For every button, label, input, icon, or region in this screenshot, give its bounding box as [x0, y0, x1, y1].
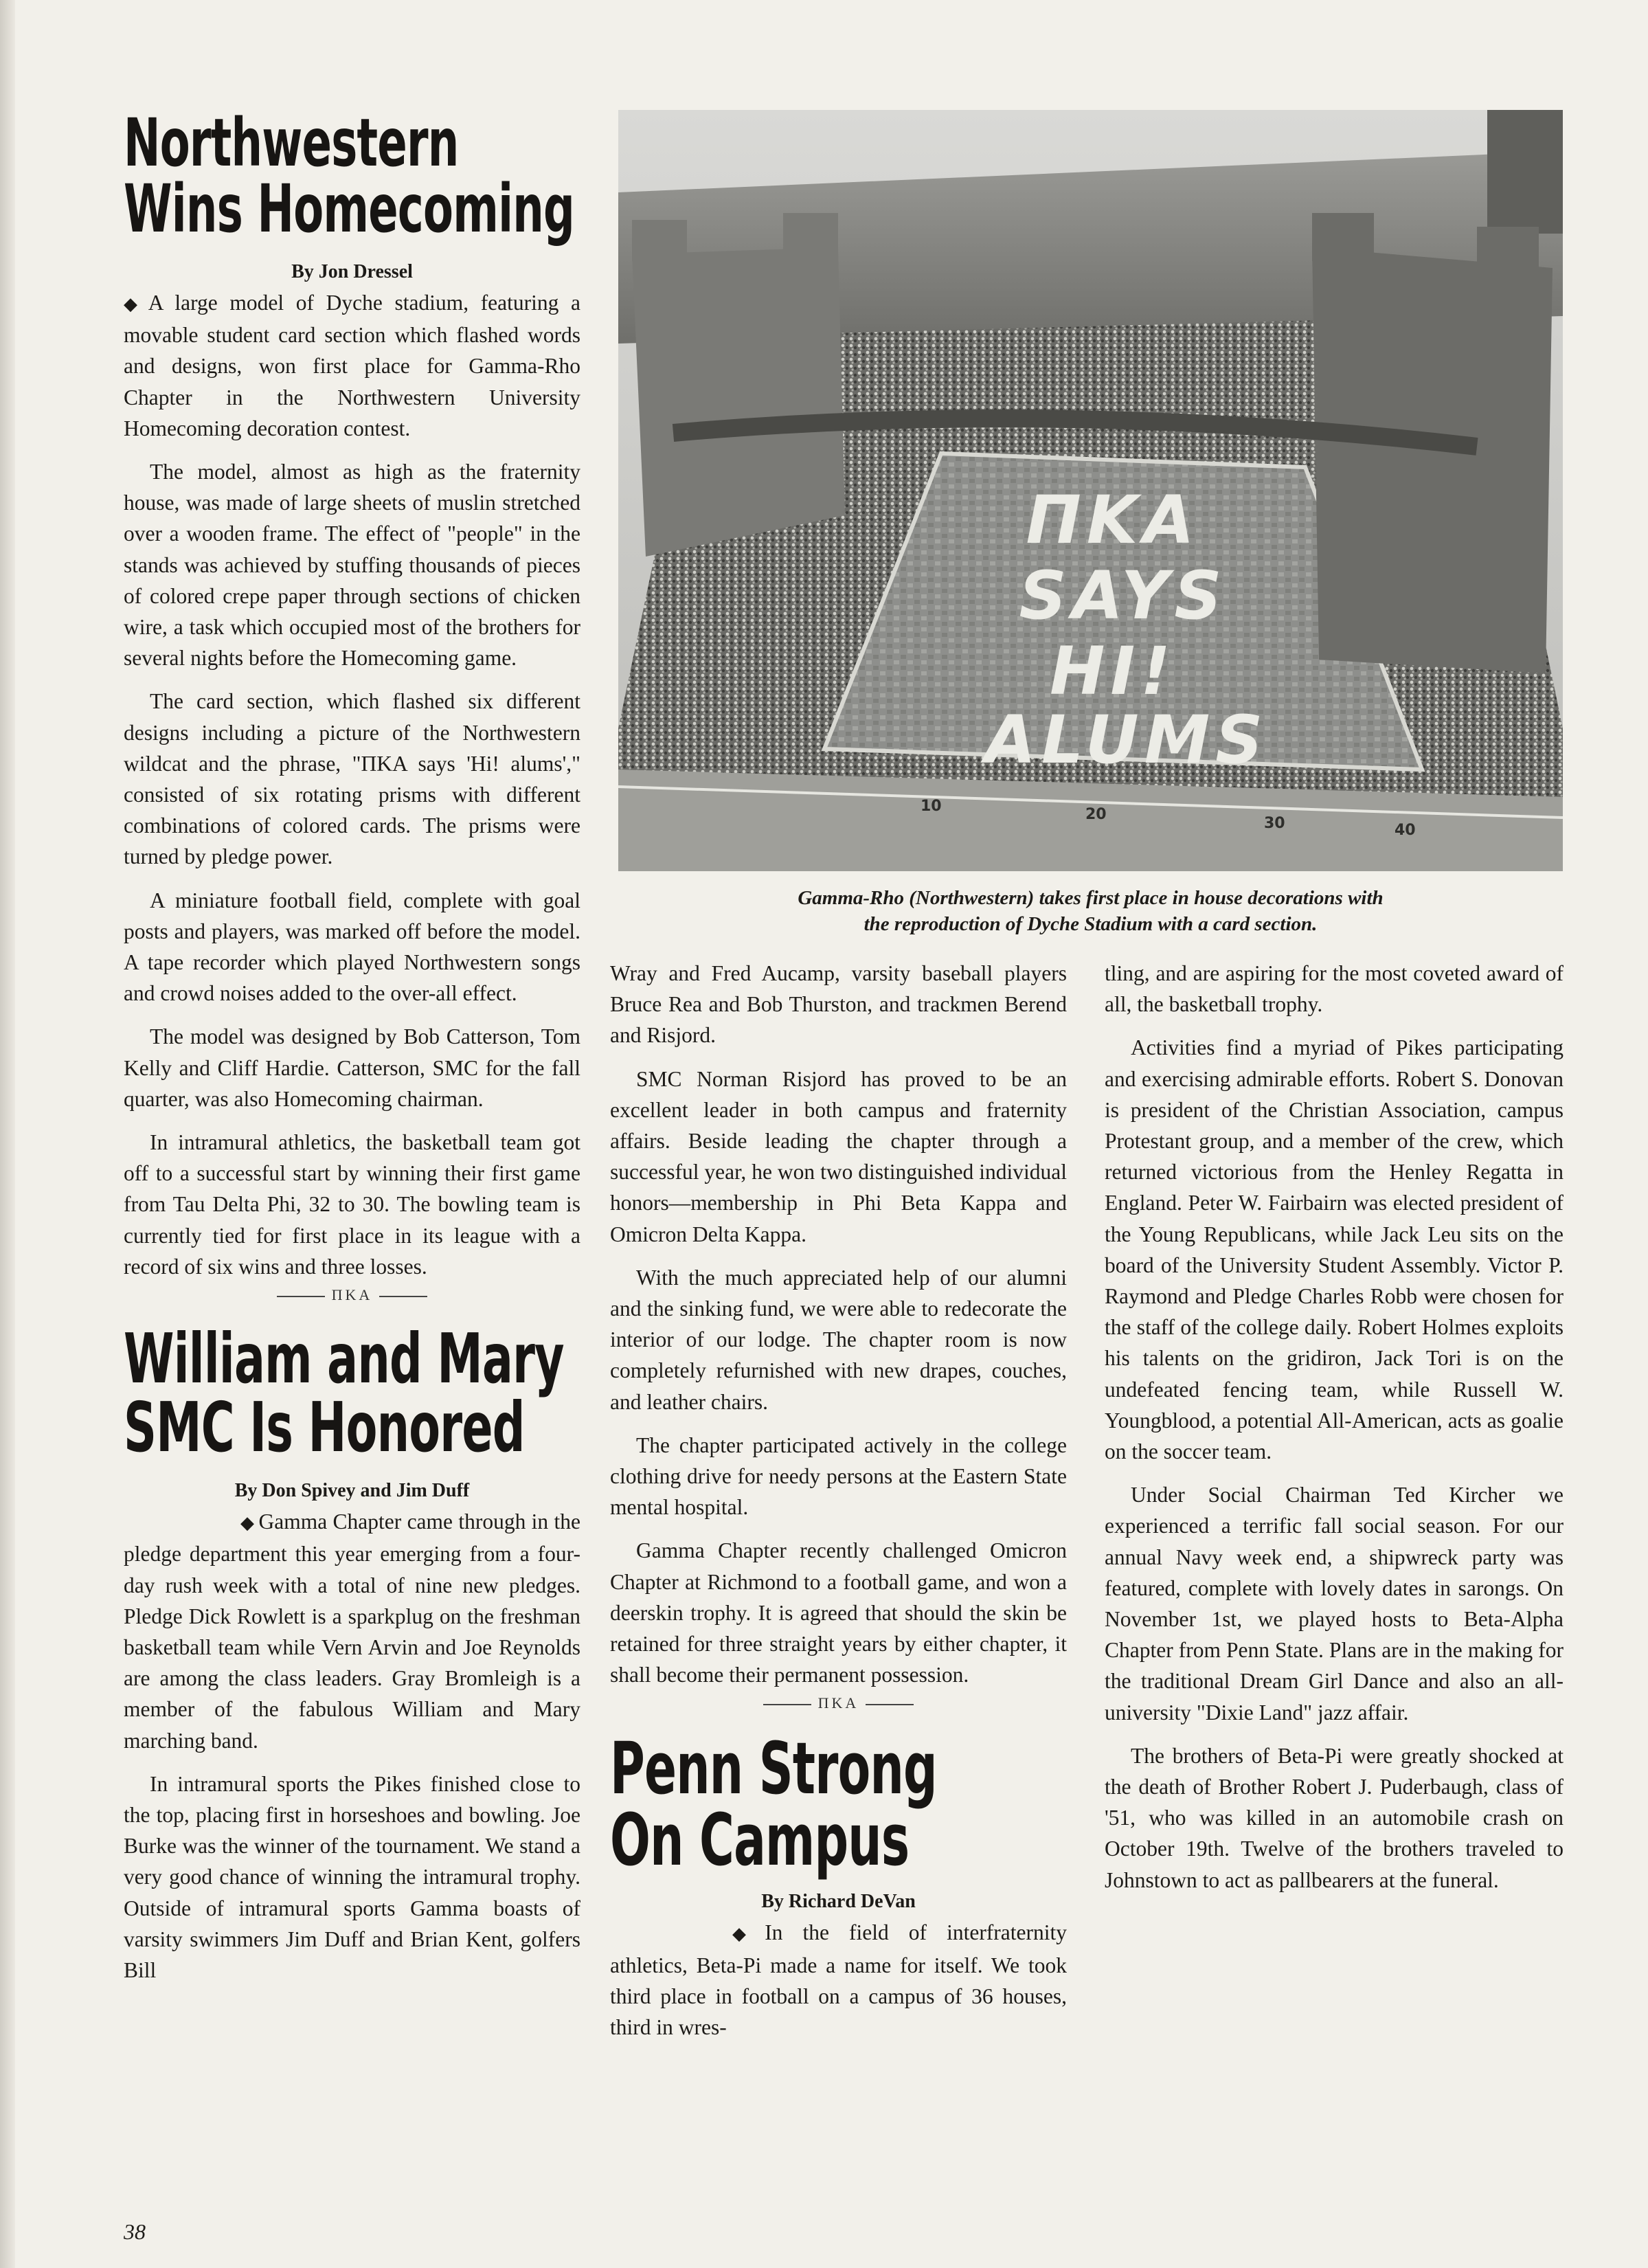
diamond-icon: ◆ — [732, 1924, 761, 1944]
paragraph: SMC Norman Risjord has proved to be an excellent leader in both campus and fraternity affairs. Beside leading the chapter through a successful year, he won two distinguished individual honors—membership in Phi Beta Kappa and Omicron Delta Kappa. — [610, 1066, 1067, 1246]
paragraph: Activities find a myriad of Pikes participating and exercising admirable efforts. Robert S. Donovan is president of the Christian Association, campus Protestant group, and a member of the crew, which returned victorious from the Henley Regatta in England. Peter W. Fairbairn was elected president of the Young Republicans, while Jack Leu sits on the board of the University Student Assembly. Victor P. Raymond and Pledge Charles Robb were chosen for the staff of the college daily. Robert Holmes exploits his talents on the gridiron, Jack Tori is on the undefeated fencing team, while Russell W. Youngblood, a potential All-American, acts as goalie on the soccer team. — [1105, 1035, 1564, 1464]
page-number: 38 — [124, 2219, 146, 2244]
paragraph: The model was designed by Bob Catterson, Tom Kelly and Cliff Hardie. Catterson, SMC for the fall quarter, was also Homecoming chairman. — [124, 1024, 580, 1111]
photo-caption — [618, 885, 1563, 937]
paragraph: ◆ Gamma Chapter came through in the pledge department this year emerging from a four-day rush week with a total of nine new pledges. Pledge Dick Rowlett is a sparkplug on the freshman basketball team while Vern Arvin and Joe Reynolds are among the class leaders. Gray Bromleigh is a member of the fabulous William and Mary marching band. — [124, 1509, 580, 1753]
caption-line-2: the reproduction of Dyche Stadium with a card section. — [863, 913, 1318, 935]
article-penn — [610, 1727, 1067, 2043]
paragraph: A miniature football field, complete with goal posts and players, was marked off before the model. A tape recorder which played Northwestern songs and crowd noises added to the over-all effect. — [124, 888, 580, 1006]
paragraph: The model, almost as high as the fraternity house, was made of large sheets of muslin stretched over a wooden frame. The effect of "people" in the stands was achieved by stuffing thousands of pieces of colored crepe paper through sections of chicken wire, a task which occupied most of the brothers for several nights before the Homecoming game. — [124, 460, 580, 671]
page-edge — [0, 0, 15, 2268]
paragraph: tling, and are aspiring for the most coveted award of all, the basketball trophy. — [1105, 961, 1564, 1017]
column-1 — [124, 104, 580, 1998]
headline-line-2: Wins Homecoming — [124, 170, 575, 247]
paragraph: Wray and Fred Aucamp, varsity baseball players Bruce Rea and Bob Thurston, and trackmen Berend and Risjord. — [610, 961, 1067, 1048]
paragraph: In intramural sports the Pikes finished close to the top, placing first in horseshoes and bowling. Joe Burke was the winner of the tournament. We stand a very good chance of winning the intramural trophy. Outside of intramural sports Gamma boasts of varsity swimmers Jim Duff and Brian Kent, golfers Bill — [124, 1771, 580, 1982]
byline: By Don Spivey and Jim Duff — [234, 1480, 470, 1502]
card-line-1: ΠΚΑ — [1026, 482, 1200, 559]
paragraph: Under Social Chairman Ted Kircher we experienced a terrific fall social season. For our annual Navy week end, a shipwreck party was featured, complete with lovely dates in sarongs. On November 1st, we played hosts to Beta-Alpha Chapter from Penn State. Plans are in the making for the traditional Dream Girl Dance and also an all-university "Dixie Land" jazz affair. — [1105, 1483, 1564, 1725]
byline: By Jon Dressel — [291, 261, 413, 282]
headline-line-1: William and Mary — [124, 1318, 564, 1400]
section-divider: ΠΚΑ — [124, 1286, 580, 1304]
headline-penn — [610, 1727, 948, 1883]
headline-line-2: SMC Is Honored — [124, 1387, 525, 1468]
yard-marker: 20 — [1085, 806, 1107, 823]
yard-marker: 30 — [1264, 815, 1285, 832]
section-divider: ΠΚΑ — [610, 1694, 1067, 1712]
card-line-3: HI! — [1050, 633, 1176, 710]
paragraph: ◆ A large model of Dyche stadium, featuring a movable student card section which flashed words and designs, won first place for Gamma-Rho Chapter in the Northwestern University Homecoming decoration contest. — [124, 291, 580, 440]
stadium-photo — [618, 110, 1563, 871]
paragraph: In intramural athletics, the basketball team got off to a successful start by winning their first game from Tau Delta Phi, 32 to 30. The bowling team is currently tied for first place in its league with a record of six wins and three losses. — [124, 1130, 580, 1279]
yard-marker: 40 — [1395, 822, 1416, 839]
paragraph: The card section, which flashed six different designs including a picture of the Northwestern wildcat and the phrase, "ΠΚΑ says 'Hi! alums'," consisted of six rotating prisms with different combinations of colored cards. The prisms were turned by pledge power. — [124, 689, 580, 869]
yard-marker: 10 — [921, 798, 942, 815]
article-william-and-mary — [124, 1318, 580, 1986]
headline-william-and-mary — [124, 1318, 564, 1468]
column-2 — [610, 958, 1067, 2055]
card-line-4: ALUMS — [984, 701, 1269, 778]
column-3 — [1105, 958, 1564, 1908]
paragraph: The chapter participated actively in the college clothing drive for needy persons at the Eastern State mental hospital. — [610, 1433, 1067, 1520]
paragraph: With the much appreciated help of our alumni and the sinking fund, we were able to redecorate the interior of our lodge. The chapter room is now completely refurnished with new drapes, couches, and leather chairs. — [610, 1265, 1067, 1414]
headline-line-2: On Campus — [610, 1798, 910, 1883]
headline-northwestern — [124, 104, 575, 247]
diamond-icon: ◆ — [124, 294, 144, 314]
byline: By Richard DeVan — [761, 1891, 916, 1913]
headline-line-1: Penn Strong — [610, 1727, 937, 1811]
headline-line-1: Northwestern — [124, 104, 459, 181]
diamond-icon: ◆ — [240, 1513, 255, 1534]
paragraph: The brothers of Beta-Pi were greatly shocked at the death of Brother Robert J. Puderbaugh, class of '51, who was killed in an automobile crash on October 19th. Twelve of the brothers traveled to Johnstown to act as pallbearers at the funeral. — [1105, 1743, 1564, 1892]
paragraph: ◆ In the field of interfraternity athletics, Beta-Pi made a name for itself. We took third place in football on a campus of 36 houses, third in wres- — [610, 1920, 1067, 2040]
paragraph: Gamma Chapter recently challenged Omicron Chapter at Richmond to a football game, and won a deerskin trophy. It is agreed that should the skin be retained for three straight years by either chapter, it shall become their permanent possession. — [610, 1538, 1067, 1687]
card-line-2: SAYS — [1019, 557, 1228, 634]
caption-line-1: Gamma-Rho (Northwestern) takes first place in house decorations with — [798, 887, 1384, 909]
article-northwestern — [124, 104, 580, 1304]
